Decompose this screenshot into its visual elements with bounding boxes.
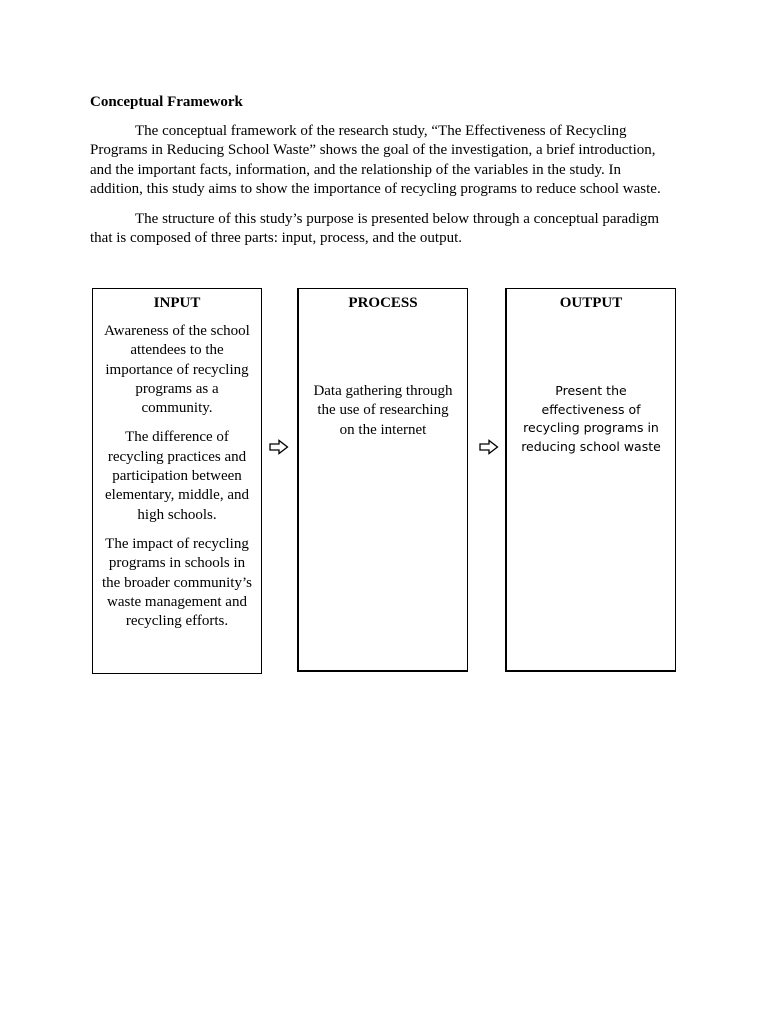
right-arrow-icon bbox=[269, 439, 289, 455]
process-text: Data gathering through the use of researching on the internet bbox=[313, 383, 453, 438]
input-title: INPUT bbox=[153, 295, 201, 311]
section-heading: Conceptual Framework bbox=[90, 94, 243, 110]
right-arrow-icon bbox=[479, 439, 499, 455]
input-item-awareness: Awareness of the school attendees to the importance of recycling programs as a community. bbox=[104, 323, 250, 417]
input-item-impact: The impact of recycling programs in schools in the broader community’s waste management and recycling efforts. bbox=[102, 535, 252, 630]
process-title: PROCESS bbox=[348, 295, 418, 311]
input-items bbox=[93, 322, 261, 631]
intro-paragraph: The conceptual framework of the research study, “The Effectiveness of Recycling Programs in Reducing School Waste” shows the goal of the investigation, a brief introduction, and the important facts, information, and the relationship of the variables in the study. In addition, this study aims to show the importance of recycling programs to reduce school waste. bbox=[90, 123, 661, 197]
input-box bbox=[92, 288, 262, 674]
output-box bbox=[505, 288, 676, 672]
structure-paragraph: The structure of this study’s purpose is presented below through a conceptual paradigm that is composed of three parts: input, process, and the output. bbox=[90, 211, 660, 247]
output-text: Present the effectiveness of recycling programs in reducing school waste bbox=[521, 383, 661, 454]
process-box bbox=[297, 288, 468, 672]
output-title: OUTPUT bbox=[559, 295, 623, 311]
input-item-difference: The difference of recycling practices and participation between elementary, middle, and high schools. bbox=[105, 429, 249, 523]
